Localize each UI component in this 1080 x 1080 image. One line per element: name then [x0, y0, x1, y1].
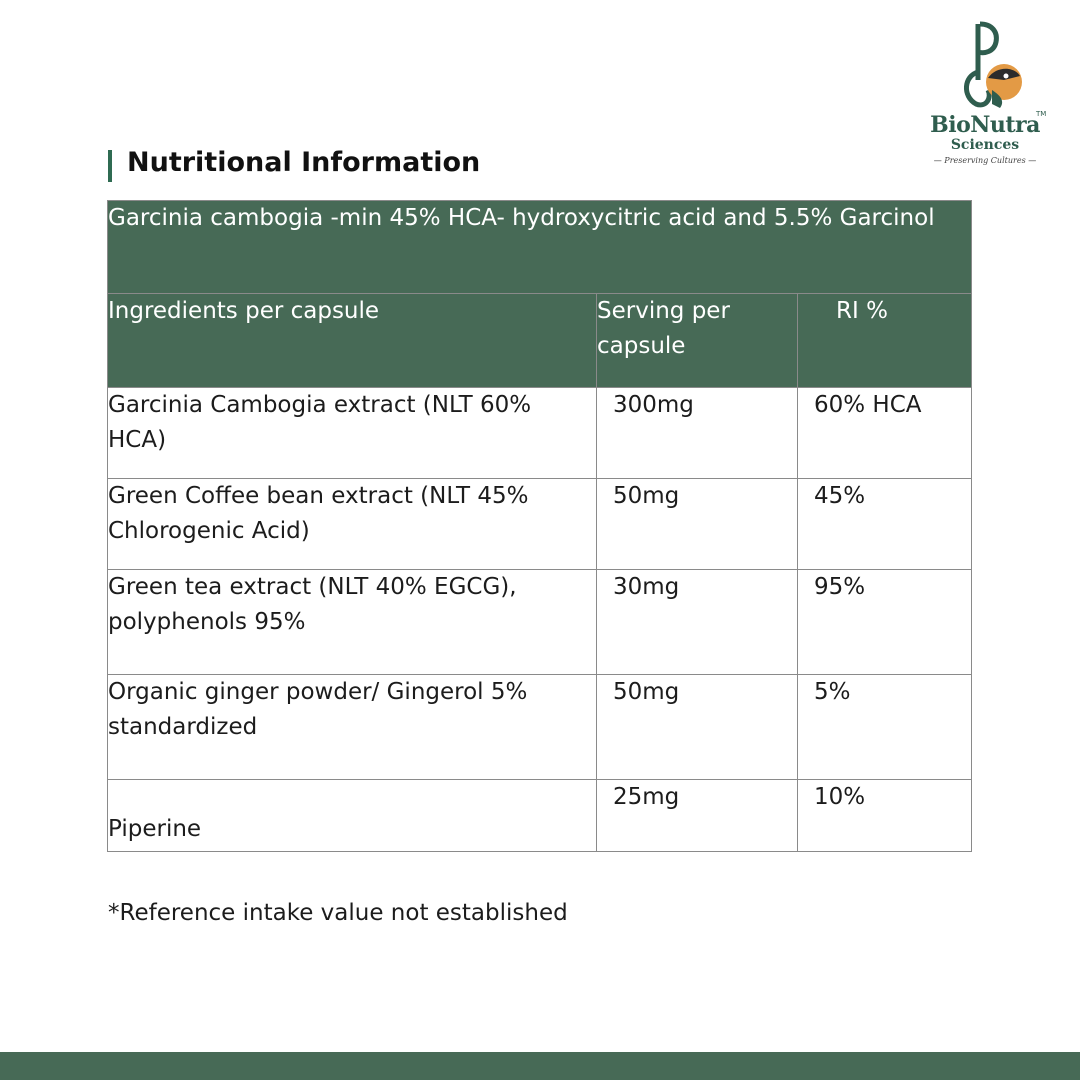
ingredient-cell: Organic ginger powder/ Gingerol 5% standardized: [108, 675, 597, 780]
column-header-ingredients: Ingredients per capsule: [108, 294, 597, 388]
table-row: [108, 479, 972, 570]
footnote: *Reference intake value not established: [108, 900, 568, 926]
table-header-row: [108, 294, 972, 388]
serving-cell: 25mg: [597, 780, 798, 852]
table-row: [108, 570, 972, 675]
heading-accent-bar: [108, 150, 112, 182]
brand-trademark: TM: [1036, 110, 1047, 118]
ri-cell: 5%: [798, 675, 972, 780]
ingredient-cell: Garcinia Cambogia extract (NLT 60% HCA): [108, 388, 597, 479]
table-title: Garcinia cambogia -min 45% HCA- hydroxycitric acid and 5.5% Garcinol: [108, 201, 972, 294]
table-row: [108, 780, 972, 852]
ri-cell: 45%: [798, 479, 972, 570]
page-title: Nutritional Information: [127, 147, 481, 178]
ri-cell: 95%: [798, 570, 972, 675]
serving-cell: 50mg: [597, 675, 798, 780]
footer-band: [0, 1052, 1080, 1080]
serving-cell: 30mg: [597, 570, 798, 675]
nutrition-table: [107, 200, 972, 852]
ingredient-cell: Green tea extract (NLT 40% EGCG), polyphenols 95%: [108, 570, 597, 675]
serving-cell: 300mg: [597, 388, 798, 479]
column-header-serving: Serving per capsule: [597, 294, 798, 388]
brand-name: BioNutra: [930, 112, 1040, 138]
ri-cell: 10%: [798, 780, 972, 852]
column-header-ri: RI %: [798, 294, 972, 388]
table-row: [108, 388, 972, 479]
brand-logo: [918, 20, 1052, 172]
ingredient-cell: Green Coffee bean extract (NLT 45% Chlorogenic Acid): [108, 479, 597, 570]
brand-subname: Sciences: [950, 137, 1020, 153]
table-row: [108, 675, 972, 780]
ingredient-cell: Piperine: [108, 780, 597, 852]
table-title-row: [108, 201, 972, 294]
brand-tagline: — Preserving Cultures —: [933, 156, 1037, 165]
brand-emblem-icon: [952, 20, 1022, 112]
ri-cell: 60% HCA: [798, 388, 972, 479]
serving-cell: 50mg: [597, 479, 798, 570]
